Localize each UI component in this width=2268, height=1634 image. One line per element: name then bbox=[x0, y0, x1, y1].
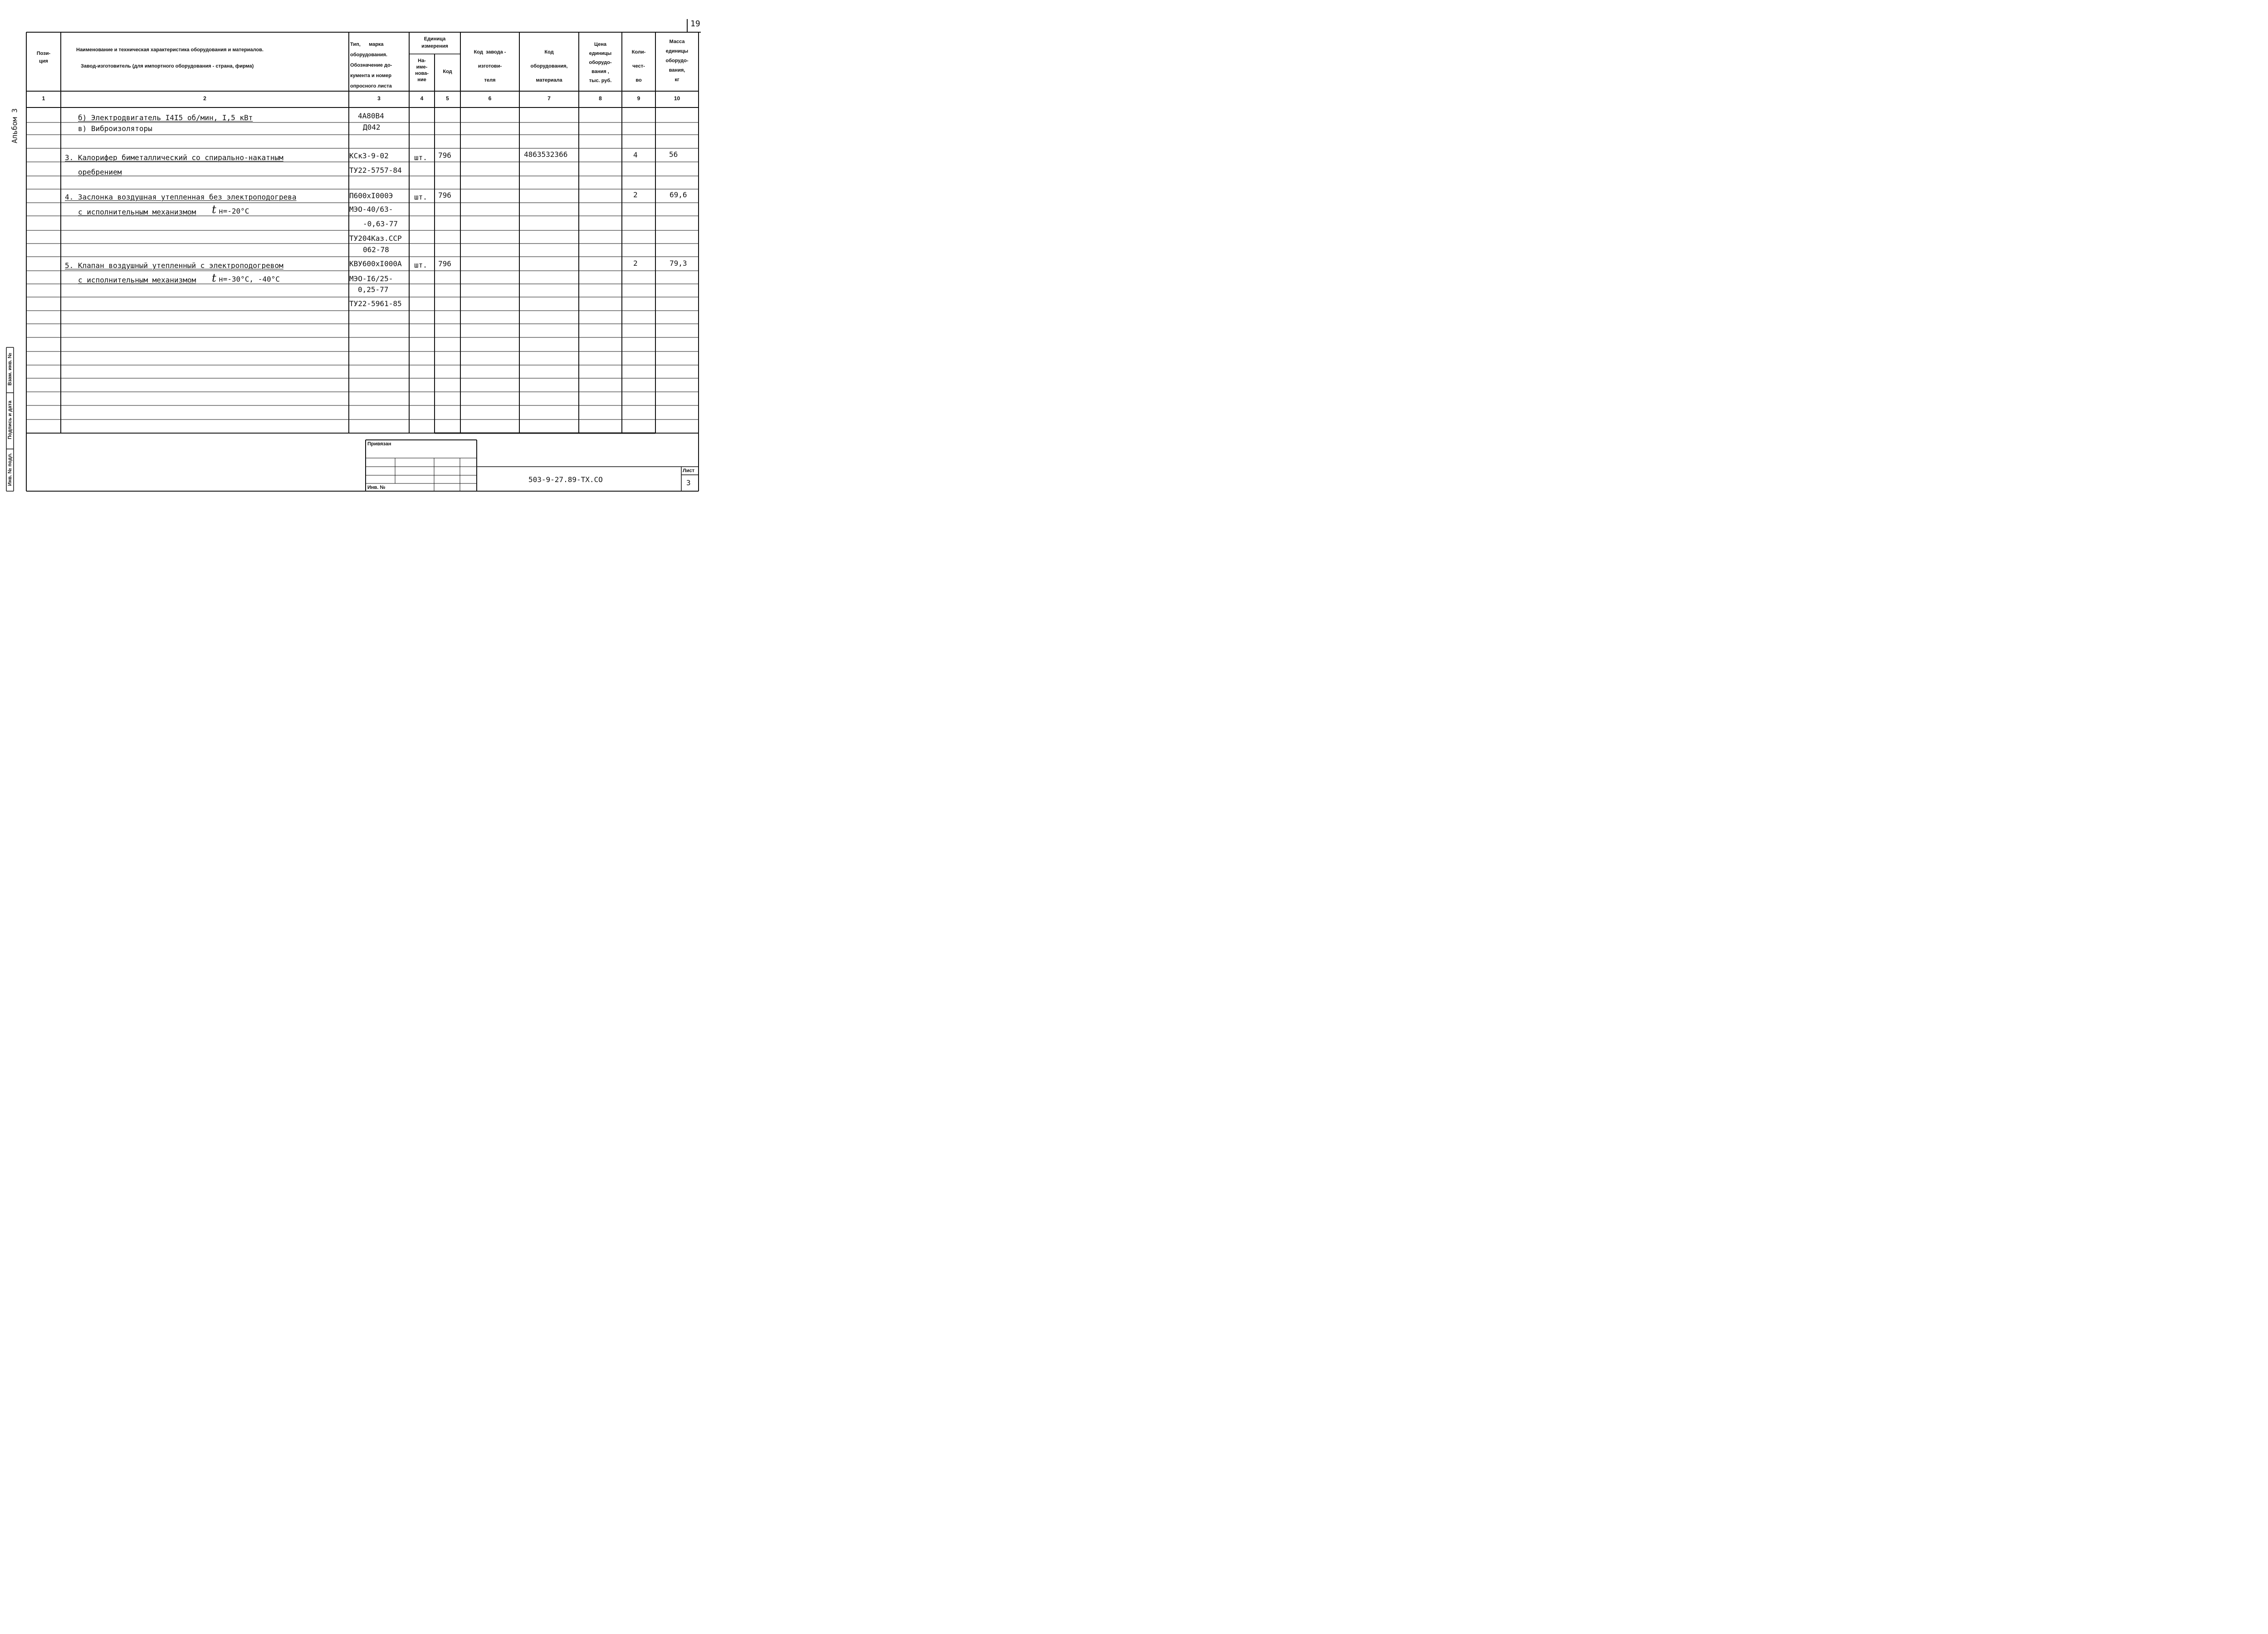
item-5-temp-symbol: t bbox=[212, 272, 216, 284]
sheet-label: Лист bbox=[683, 468, 694, 473]
item-b-name: б) Электродвигатель I4I5 об/мин, I,5 кВт bbox=[78, 113, 253, 122]
column-number: 3 bbox=[377, 95, 381, 102]
column-number: 7 bbox=[547, 95, 551, 102]
header-unit: Единица измерения bbox=[421, 36, 448, 49]
header-quantity: Коли- чест- во bbox=[631, 49, 646, 83]
header-name-line1: Наименование и техническая характеристика оборудования и материалов. bbox=[76, 47, 264, 53]
column-number: 10 bbox=[674, 95, 680, 102]
header-position: Пози- ция bbox=[36, 51, 51, 64]
document-code: 503-9-27.89-ТХ.СО bbox=[528, 475, 603, 484]
item-4-unit: шт. bbox=[414, 193, 427, 201]
item-5-name-line2: с исполнительным механизмом bbox=[78, 276, 196, 284]
item-3-unit: шт. bbox=[414, 153, 427, 162]
item-4-type-line2: МЭО-40/63- bbox=[349, 205, 393, 214]
stamp-bound-label: Привязан bbox=[367, 441, 391, 447]
column-number: 9 bbox=[637, 95, 640, 102]
item-4-mass: 69,6 bbox=[670, 190, 687, 199]
top-sheet-number: 19 bbox=[690, 19, 700, 29]
column-number: 4 bbox=[420, 95, 424, 102]
header-unit-code: Код bbox=[443, 69, 452, 74]
item-3-equipment-code: 4863532366 bbox=[524, 150, 568, 159]
header-factory-code: Код завода - изготови- теля bbox=[474, 49, 506, 83]
document-page bbox=[0, 0, 711, 511]
stamp-inv-label: Инв. № bbox=[367, 485, 386, 490]
item-4-type-line4: ТУ204Каз.ССР bbox=[349, 234, 402, 243]
item-v-type: Д042 bbox=[363, 123, 381, 132]
column-number: 5 bbox=[446, 95, 449, 102]
item-4-type-line5: 062-78 bbox=[363, 245, 389, 254]
item-5-unit-code: 796 bbox=[438, 259, 451, 268]
item-5-type-line4: ТУ22-5961-85 bbox=[349, 299, 402, 308]
column-number: 1 bbox=[42, 95, 45, 102]
album-label: Альбом 3 bbox=[10, 108, 19, 144]
item-3-unit-code: 796 bbox=[438, 151, 451, 160]
item-3-mass: 56 bbox=[669, 150, 678, 159]
column-number: 2 bbox=[203, 95, 206, 102]
header-mass: Масса единицы оборудо- вания, кг bbox=[665, 39, 689, 83]
item-4-type-line3: -0,63-77 bbox=[363, 219, 398, 228]
column-number: 6 bbox=[488, 95, 492, 102]
item-3-type-line2: ТУ22-5757-84 bbox=[349, 166, 402, 175]
item-5-type-line2: МЭО-I6/25- bbox=[349, 274, 393, 283]
header-name-line2: Завод-изготовитель (для импортного оборудования - страна, фирма) bbox=[81, 63, 254, 69]
header-price: Цена единицы оборудо- вания , тыс. руб. bbox=[589, 42, 612, 83]
margin-sign-date: Подпись и дата bbox=[7, 400, 13, 439]
item-5-name-line1: 5. Клапан воздушный утепленный с электроподогревом bbox=[65, 261, 284, 270]
sheet-value: 3 bbox=[686, 478, 691, 487]
header-type: Тип, марка оборудования. Обозначение до- кумента и номер опросного листа bbox=[350, 42, 392, 89]
item-4-temp: н=-20°С bbox=[219, 207, 249, 215]
item-v-name: в) Виброизоляторы bbox=[78, 124, 152, 133]
margin-inv-original: Инв. № подл. bbox=[7, 453, 13, 486]
item-4-type-line1: П600хI000Э bbox=[349, 191, 393, 200]
item-5-type-line3: 0,25-77 bbox=[358, 285, 389, 294]
item-4-name-line1: 4. Заслонка воздушная утепленная без электроподогрева bbox=[65, 193, 297, 201]
item-4-name-line2: с исполнительным механизмом bbox=[78, 208, 196, 216]
header-equipment-code: Код оборудования, материала bbox=[530, 49, 568, 83]
item-5-unit: шт. bbox=[414, 261, 427, 269]
header-unit-name: На- име- нова- ние bbox=[415, 58, 429, 83]
item-3-type-line1: КСк3-9-02 bbox=[349, 151, 389, 160]
item-4-temp-symbol: t bbox=[212, 203, 216, 216]
item-5-type-line1: КВУ600хI000А bbox=[349, 259, 402, 268]
item-3-name-line2: оребрением bbox=[78, 168, 122, 176]
item-4-unit-code: 796 bbox=[438, 191, 451, 200]
margin-inv-replace: Взам. инв. № bbox=[7, 352, 13, 386]
item-4-quantity: 2 bbox=[633, 190, 638, 199]
item-b-type: 4А80В4 bbox=[358, 112, 384, 120]
item-3-quantity: 4 bbox=[633, 151, 638, 159]
item-3-name-line1: 3. Калорифер биметаллический со спирально-накатным bbox=[65, 153, 284, 162]
item-5-mass: 79,3 bbox=[670, 259, 687, 268]
column-number: 8 bbox=[599, 95, 602, 102]
item-5-temp: н=-30°С, -40°С bbox=[219, 275, 280, 283]
item-5-quantity: 2 bbox=[633, 259, 638, 268]
